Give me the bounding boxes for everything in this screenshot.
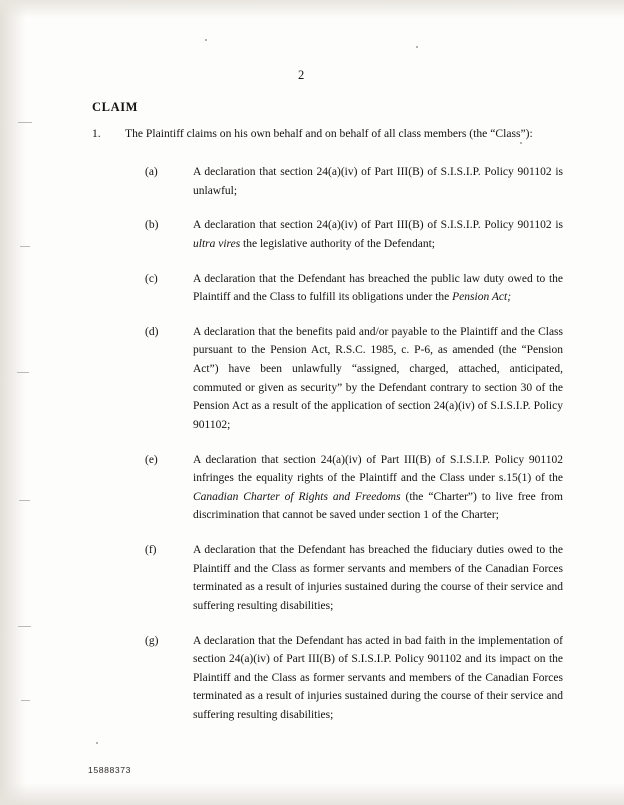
claim-item-label: (a) bbox=[145, 166, 158, 178]
claim-items-list bbox=[145, 163, 563, 741]
scan-artifact-mark bbox=[20, 246, 30, 247]
claim-item-label: (e) bbox=[145, 453, 158, 466]
claim-item-label: (d) bbox=[145, 325, 159, 338]
scan-edge-shadow-top bbox=[0, 0, 624, 18]
page-number: 2 bbox=[298, 68, 305, 82]
claim-item-text: A declaration that section 24(a)(iv) of Part III(B) of S.I.S.I.P. Policy 901102 infringes the equality rights of the Plaintiff and the Class under s.15(1) of the Canadian Charter of Rights and Freedoms (the “Charter”) to live free from discrimination that cannot be saved under section 1 of the Charter; bbox=[193, 453, 563, 522]
scan-artifact-mark bbox=[18, 626, 31, 627]
claim-lead-paragraph bbox=[92, 125, 562, 142]
claim-item bbox=[145, 323, 563, 435]
claim-item-text: A declaration that the Defendant has breached the public law duty owed to the Plaintiff and the Class to fulfill its obligations under the Pension Act; bbox=[193, 272, 563, 304]
claim-item bbox=[145, 270, 563, 307]
paragraph-number: 1. bbox=[92, 127, 101, 140]
document-footer-id: 15888373 bbox=[88, 765, 132, 775]
claim-item-text: A declaration that section 24(a)(iv) of Part III(B) of S.I.S.I.P. Policy 901102 is unlawful; bbox=[193, 166, 563, 197]
claim-item bbox=[145, 163, 563, 200]
claim-item-text: A declaration that the Defendant has acted in bad faith in the implementation of section 24(a)(iv) of Part III(B) of S.I.S.I.P. Policy 901102 and its impact on the Plaintiff and the Class as former servants and members of the Canadian Forces terminated as a result of injuries sustained during the course of their service and suffering resulting disabilities; bbox=[193, 634, 563, 721]
scan-artifact-mark bbox=[17, 372, 29, 373]
scan-speck bbox=[205, 39, 207, 41]
claim-item bbox=[145, 541, 563, 616]
claim-item-label: (c) bbox=[145, 272, 158, 285]
claim-item bbox=[145, 451, 563, 526]
claim-item-label: (b) bbox=[145, 219, 159, 232]
claim-item-text: A declaration that section 24(a)(iv) of Part III(B) of S.I.S.I.P. Policy 901102 is ultra vires the legislative authority of the Defendant; bbox=[193, 219, 563, 250]
scan-edge-shadow-bottom bbox=[0, 783, 624, 805]
claim-item-text: A declaration that the Defendant has breached the fiduciary duties owed to the Plaintiff and the Class as former servants and members of the Canadian Forces terminated as a result of injuries sustained during the course of their service and suffering resulting disabilities; bbox=[193, 544, 563, 612]
paragraph-text: The Plaintiff claims on his own behalf and on behalf of all class members (the “Class”): bbox=[125, 127, 533, 140]
scan-speck bbox=[416, 46, 418, 48]
claim-item bbox=[145, 216, 563, 253]
section-heading-claim: CLAIM bbox=[92, 100, 139, 114]
claim-item-label: (f) bbox=[145, 544, 157, 556]
scan-speck bbox=[96, 742, 98, 744]
claim-item-text: A declaration that the benefits paid and/or payable to the Plaintiff and the Class pursuant to the Pension Act, R.S.C. 1985, c. P-6, as amended (the “Pension Act”) have been unlawfully “assigned, charged, attached, anticipated, commuted or given as security” by the Defendant contrary to section 30 of the Pension Act as a result of the application of section 24(a)(iv) of S.I.S.I.P. Policy 901102; bbox=[193, 325, 563, 431]
scan-artifact-mark bbox=[21, 700, 30, 701]
scan-artifact-mark bbox=[18, 122, 32, 123]
claim-item-label: (g) bbox=[145, 634, 159, 647]
claim-item bbox=[145, 632, 563, 725]
scan-artifact-mark bbox=[19, 500, 30, 501]
scan-edge-shadow-left bbox=[0, 0, 26, 805]
